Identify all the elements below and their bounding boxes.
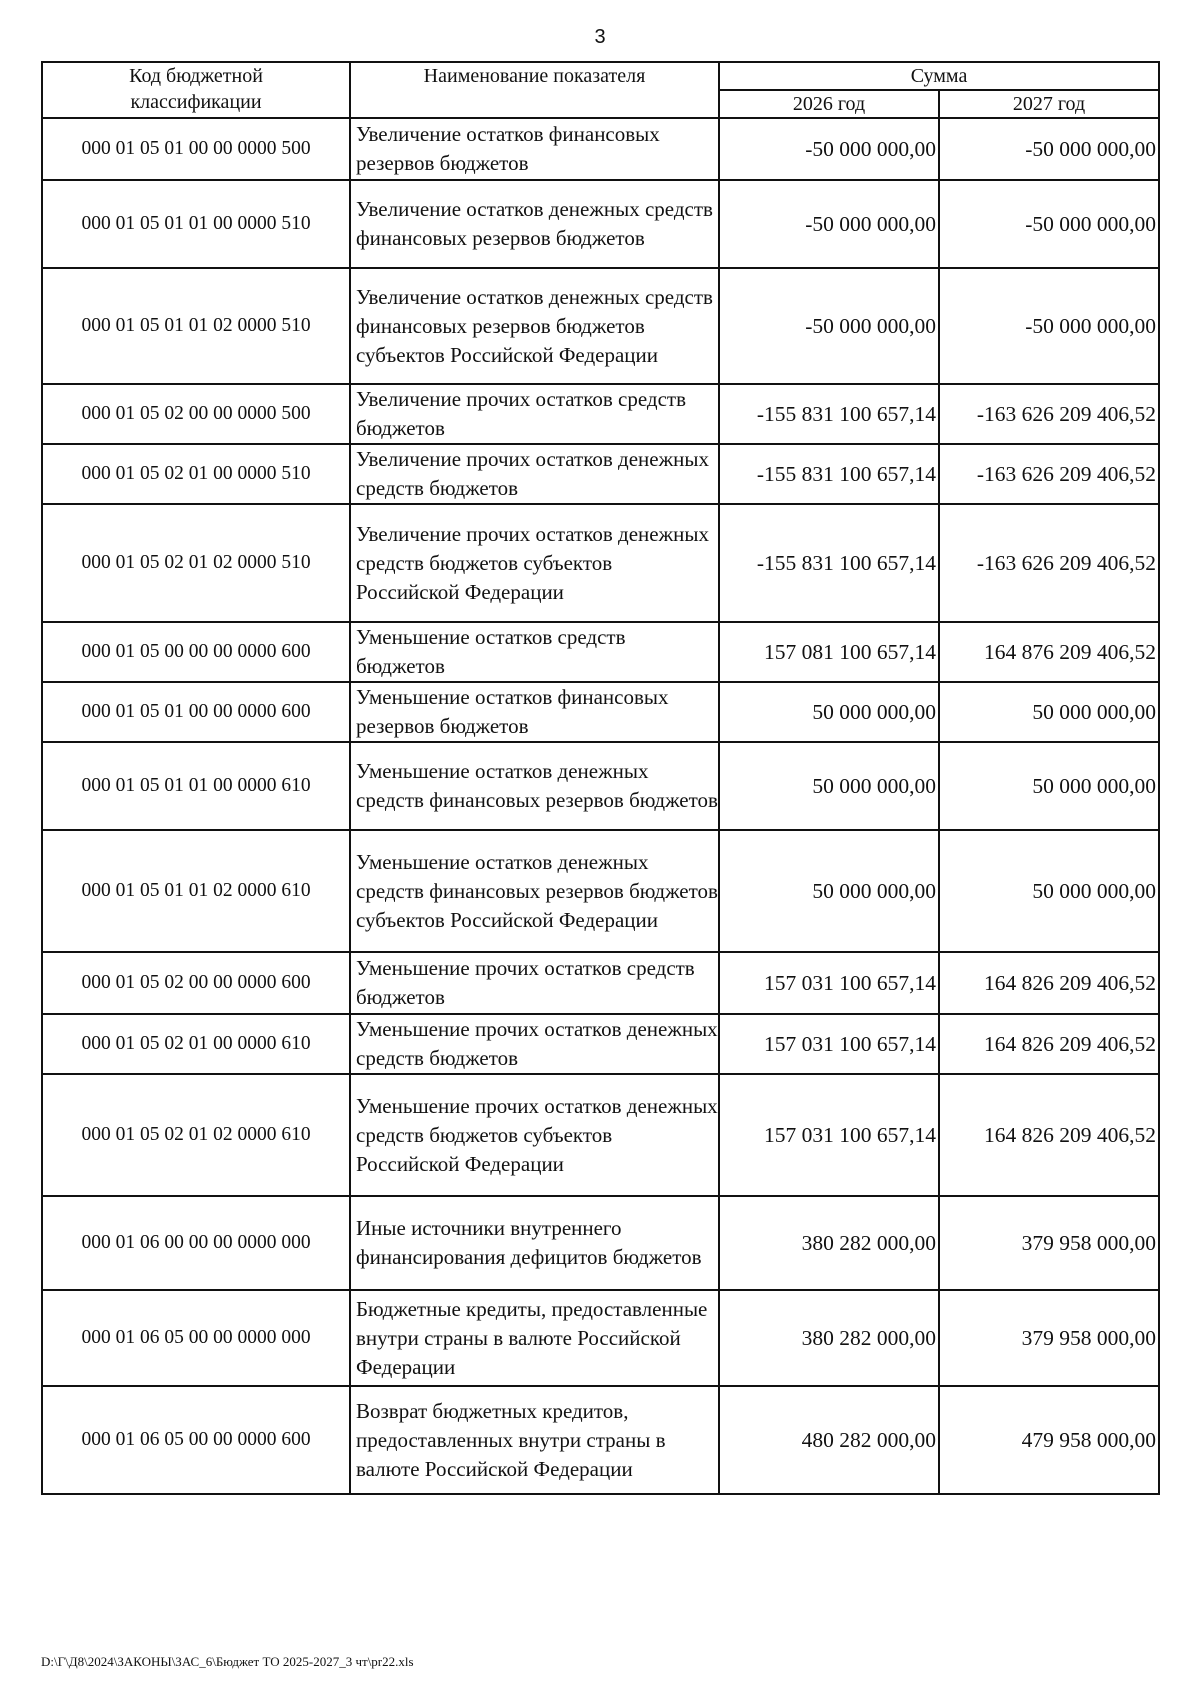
- row-amount-2027: -163 626 209 406,52: [939, 444, 1159, 504]
- row-code: 000 01 05 01 01 00 0000 610: [42, 742, 350, 830]
- row-code: 000 01 05 02 00 00 0000 500: [42, 384, 350, 444]
- row-code: 000 01 05 01 01 02 0000 510: [42, 268, 350, 384]
- row-amount-2026: -50 000 000,00: [719, 268, 939, 384]
- row-amount-2026: 157 031 100 657,14: [719, 952, 939, 1014]
- page-number: 3: [594, 26, 606, 48]
- row-code: 000 01 05 01 00 00 0000 600: [42, 682, 350, 742]
- table-row: [42, 830, 1159, 952]
- row-amount-2027: -163 626 209 406,52: [939, 504, 1159, 622]
- table-row: [42, 384, 1159, 444]
- table-row: [42, 118, 1159, 180]
- row-amount-2026: 380 282 000,00: [719, 1290, 939, 1386]
- row-code: 000 01 05 00 00 00 0000 600: [42, 622, 350, 682]
- row-amount-2027: 479 958 000,00: [939, 1386, 1159, 1494]
- row-name: Увеличение прочих остатков средств бюджетов: [350, 384, 719, 444]
- row-amount-2027: 50 000 000,00: [939, 682, 1159, 742]
- table-row: [42, 504, 1159, 622]
- row-name: Уменьшение остатков денежных средств финансовых резервов бюджетов: [350, 742, 719, 830]
- row-amount-2026: 157 081 100 657,14: [719, 622, 939, 682]
- table-row: [42, 180, 1159, 268]
- row-amount-2027: 50 000 000,00: [939, 742, 1159, 830]
- row-code: 000 01 05 01 00 00 0000 500: [42, 118, 350, 180]
- row-amount-2026: -155 831 100 657,14: [719, 384, 939, 444]
- budget-table: [41, 61, 1160, 1495]
- row-name: Уменьшение прочих остатков денежных средств бюджетов: [350, 1014, 719, 1074]
- row-code: 000 01 05 02 00 00 0000 600: [42, 952, 350, 1014]
- row-amount-2027: -50 000 000,00: [939, 180, 1159, 268]
- row-amount-2026: -155 831 100 657,14: [719, 504, 939, 622]
- row-amount-2026: -50 000 000,00: [719, 180, 939, 268]
- row-name: Увеличение остатков финансовых резервов бюджетов: [350, 118, 719, 180]
- row-amount-2026: -155 831 100 657,14: [719, 444, 939, 504]
- row-amount-2026: -50 000 000,00: [719, 118, 939, 180]
- table-row: [42, 1014, 1159, 1074]
- row-amount-2026: 380 282 000,00: [719, 1196, 939, 1290]
- row-name: Увеличение остатков денежных средств финансовых резервов бюджетов: [350, 180, 719, 268]
- header-year-2027: 2027 год: [939, 90, 1159, 118]
- table-body: [42, 118, 1159, 1494]
- row-code: 000 01 05 02 01 00 0000 610: [42, 1014, 350, 1074]
- table-row: [42, 952, 1159, 1014]
- row-code: 000 01 06 00 00 00 0000 000: [42, 1196, 350, 1290]
- row-amount-2026: 50 000 000,00: [719, 742, 939, 830]
- table-row: [42, 1290, 1159, 1386]
- row-amount-2027: 164 826 209 406,52: [939, 1014, 1159, 1074]
- row-name: Увеличение прочих остатков денежных средств бюджетов субъектов Российской Федерации: [350, 504, 719, 622]
- row-code: 000 01 05 01 01 00 0000 510: [42, 180, 350, 268]
- header-code: Код бюджетной классификации: [42, 62, 350, 118]
- row-code: 000 01 06 05 00 00 0000 000: [42, 1290, 350, 1386]
- header-sum: Сумма: [719, 62, 1159, 90]
- table-row: [42, 682, 1159, 742]
- row-amount-2027: 379 958 000,00: [939, 1290, 1159, 1386]
- row-amount-2027: -50 000 000,00: [939, 268, 1159, 384]
- header-year-2026: 2026 год: [719, 90, 939, 118]
- row-amount-2027: 164 876 209 406,52: [939, 622, 1159, 682]
- row-amount-2026: 50 000 000,00: [719, 830, 939, 952]
- row-name: Увеличение остатков денежных средств финансовых резервов бюджетов субъектов Российской Федерации: [350, 268, 719, 384]
- row-name: Увеличение прочих остатков денежных средств бюджетов: [350, 444, 719, 504]
- row-name: Возврат бюджетных кредитов, предоставленных внутри страны в валюте Российской Федерации: [350, 1386, 719, 1494]
- row-amount-2026: 480 282 000,00: [719, 1386, 939, 1494]
- table-row: [42, 1074, 1159, 1196]
- row-code: 000 01 06 05 00 00 0000 600: [42, 1386, 350, 1494]
- row-code: 000 01 05 02 01 02 0000 510: [42, 504, 350, 622]
- row-name: Уменьшение прочих остатков средств бюджетов: [350, 952, 719, 1014]
- row-amount-2027: 379 958 000,00: [939, 1196, 1159, 1290]
- table-row: [42, 1196, 1159, 1290]
- header-name: Наименование показателя: [350, 62, 719, 118]
- row-name: Уменьшение остатков финансовых резервов бюджетов: [350, 682, 719, 742]
- row-amount-2027: -163 626 209 406,52: [939, 384, 1159, 444]
- table-row: [42, 622, 1159, 682]
- table-header: [42, 62, 1159, 118]
- row-code: 000 01 05 01 01 02 0000 610: [42, 830, 350, 952]
- row-amount-2026: 50 000 000,00: [719, 682, 939, 742]
- row-amount-2026: 157 031 100 657,14: [719, 1014, 939, 1074]
- row-amount-2026: 157 031 100 657,14: [719, 1074, 939, 1196]
- table-row: [42, 1386, 1159, 1494]
- row-name: Уменьшение остатков средств бюджетов: [350, 622, 719, 682]
- table-row: [42, 444, 1159, 504]
- table-row: [42, 268, 1159, 384]
- file-path-footer: D:\Г\Д8\2024\ЗАКОНЫ\ЗАС_6\Бюджет ТО 2025-2027_3 чт\pr22.xls: [41, 1654, 414, 1669]
- table-row: [42, 742, 1159, 830]
- row-name: Уменьшение прочих остатков денежных средств бюджетов субъектов Российской Федерации: [350, 1074, 719, 1196]
- row-name: Уменьшение остатков денежных средств финансовых резервов бюджетов субъектов Российской Федерации: [350, 830, 719, 952]
- row-code: 000 01 05 02 01 00 0000 510: [42, 444, 350, 504]
- row-amount-2027: 50 000 000,00: [939, 830, 1159, 952]
- row-name: Бюджетные кредиты, предоставленные внутри страны в валюте Российской Федерации: [350, 1290, 719, 1386]
- row-amount-2027: 164 826 209 406,52: [939, 1074, 1159, 1196]
- row-amount-2027: 164 826 209 406,52: [939, 952, 1159, 1014]
- row-name: Иные источники внутреннего финансирования дефицитов бюджетов: [350, 1196, 719, 1290]
- row-code: 000 01 05 02 01 02 0000 610: [42, 1074, 350, 1196]
- row-amount-2027: -50 000 000,00: [939, 118, 1159, 180]
